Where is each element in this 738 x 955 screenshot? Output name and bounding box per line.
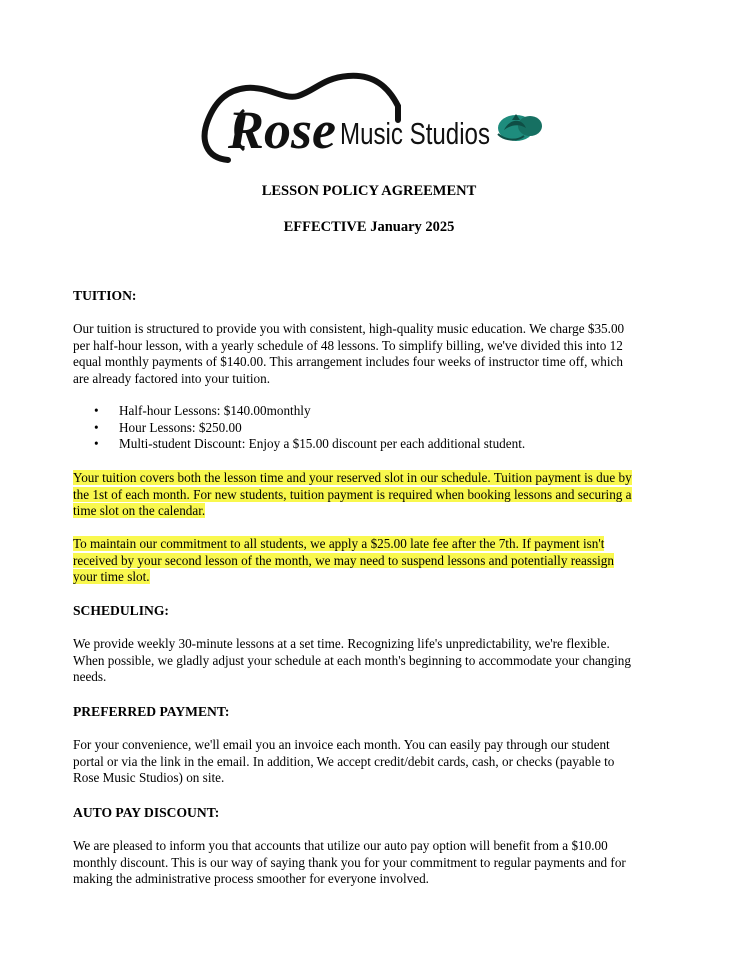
text-line: We are pleased to inform you that accounts that utilize our auto pay option will benefit from a $10.00 <box>73 838 608 853</box>
text-line: Our tuition is structured to provide you with consistent, high-quality music education. We charge $35.00 <box>73 321 625 336</box>
highlighted-line: received by your second lesson of the month, we may need to suspend lessons and potentially reassign <box>73 552 614 568</box>
logo-sans-text: Music Studios <box>340 116 490 151</box>
text-line: needs. <box>73 669 107 684</box>
payment-heading: PREFERRED PAYMENT: <box>73 704 230 719</box>
text-line: making the administrative process smoother for everyone involved. <box>73 871 429 886</box>
effective-date: EFFECTIVE January 2025 <box>283 219 455 235</box>
tuition-intro <box>73 321 673 387</box>
highlighted-line: the 1st of each month. For new students, tuition payment is required when booking lessons and securing a <box>73 486 632 502</box>
list-item: • Hour Lessons: $250.00 <box>119 420 699 437</box>
list-item: • Half-hour Lessons: $140.00monthly <box>119 403 699 420</box>
autopay-text <box>73 838 673 888</box>
highlighted-line: your time slot. <box>73 569 150 584</box>
payment-text <box>73 737 673 787</box>
document-title: LESSON POLICY AGREEMENT <box>261 183 477 199</box>
text-line: are already factored into your tuition. <box>73 370 271 386</box>
logo-script-text: Rose <box>228 100 336 160</box>
scheduling-heading: SCHEDULING: <box>73 603 169 618</box>
scheduling-text <box>73 636 673 686</box>
text-line: For your convenience, we'll email you an invoice each month. You can easily pay through our student <box>73 737 610 752</box>
highlighted-line: time slot on the calendar. <box>73 503 206 518</box>
autopay-heading: AUTO PAY DISCOUNT: <box>73 805 220 820</box>
text-line: equal monthly payments of $140.00. This arrangement includes four weeks of instructor time off, which <box>73 354 623 369</box>
text-line: per half-hour lesson, with a yearly schedule of 48 lessons. To simplify billing, we've divided this into 12 <box>73 337 623 353</box>
text-line: portal or via the link in the email. In addition, We accept credit/debit cards, cash, or checks (payable to <box>73 753 615 769</box>
highlighted-line: Your tuition covers both the lesson time and your reserved slot in our schedule. Tuition payment is due by <box>73 470 632 485</box>
list-item: • Multi-student Discount: Enjoy a $15.00 discount per each additional student. <box>119 436 699 453</box>
text-line: Rose Music Studios) on site. <box>73 770 225 785</box>
text-line: monthly discount. This is our way of saying thank you for your commitment to regular payments and for <box>73 854 626 870</box>
rose-flower-icon <box>498 114 542 141</box>
rose-music-studios-logo <box>198 70 548 166</box>
text-line: We provide weekly 30-minute lessons at a set time. Recognizing life's unpredictability, we're flexible. <box>73 636 610 651</box>
late-fee-notice <box>73 536 673 586</box>
text-line: When possible, we gladly adjust your schedule at each month's beginning to accommodate your changing <box>73 652 631 668</box>
tuition-due-notice <box>73 470 673 520</box>
highlighted-line: To maintain our commitment to all students, we apply a $25.00 late fee after the 7th. If payment isn't <box>73 536 605 551</box>
tuition-heading: TUITION: <box>73 288 137 303</box>
tuition-rates-list <box>73 403 699 453</box>
